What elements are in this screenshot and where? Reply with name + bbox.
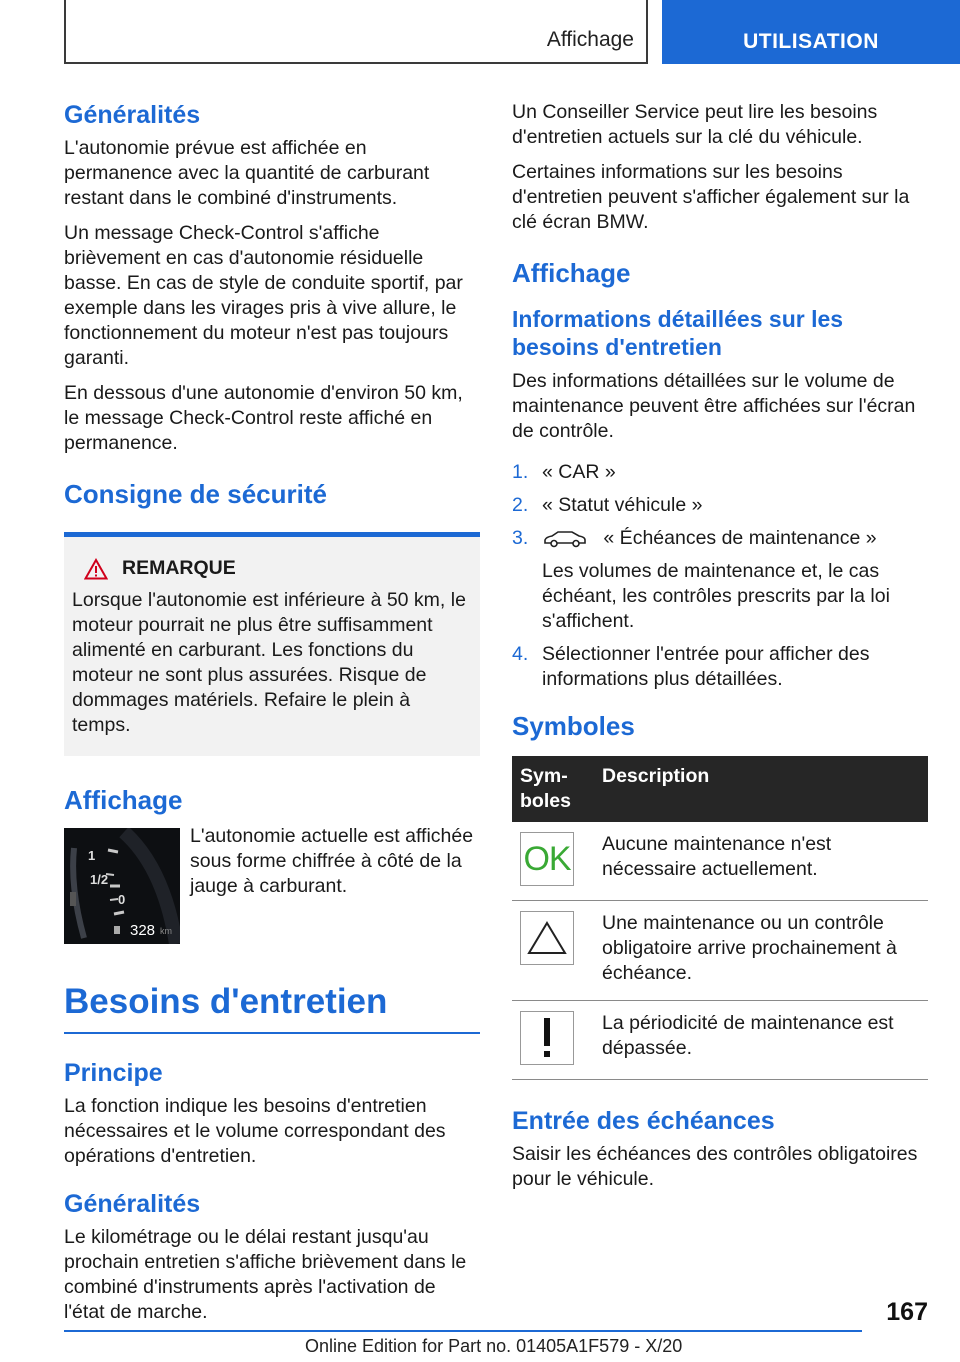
gauge-tick-1: 1	[88, 848, 96, 863]
warning-triangle-icon	[520, 911, 574, 965]
step-number: 4.	[512, 643, 529, 665]
heading-consigne: Consigne de sécurité	[64, 479, 327, 509]
paragraph: Certaines informations sur les besoins d'entretien peuvent s'afficher également sur la clé écran BMW.	[512, 161, 910, 233]
paragraph: Un message Check-Control s'affiche brièvement en cas d'autonomie résiduelle basse. En cas de style de conduite sportif, par exemple dans les virages pris à vive allure, le fonctionnement du moteur n'est pas toujours garanti.	[64, 222, 463, 369]
description-cell: Aucune maintenance n'est nécessaire actuellement.	[594, 822, 928, 901]
affichage-block	[64, 825, 480, 944]
description-cell: La périodicité de maintenance est dépassée.	[594, 1001, 928, 1080]
step-text: « Échéances de maintenance »	[603, 527, 877, 549]
step-number: 3.	[512, 527, 529, 549]
description-cell: Une maintenance ou un contrôle obligatoire arrive prochainement à échéance.	[594, 901, 928, 1001]
symbol-cell	[512, 901, 594, 1001]
heading-affichage-right: Affichage	[512, 258, 631, 288]
heading-besoins-entretien: Besoins d'entretien	[64, 980, 480, 1034]
symbol-cell	[512, 1001, 594, 1080]
list-item	[512, 460, 928, 485]
heading-generalites: Généralités	[64, 101, 201, 129]
step-number: 2.	[512, 494, 529, 516]
paragraph: Le kilométrage ou le délai restant jusqu'au prochain entretien s'affiche brièvement dans le combiné d'instruments après l'activation de l'état de marche.	[64, 1226, 467, 1323]
warning-text: Lorsque l'autonomie est inférieure à 50 km, le moteur pourrait ne plus être suffisamment alimenté en carburant. Les fonctions du moteur ne sont plus assurées. Risque de dommages matériels. Refaire le plein à temps.	[72, 589, 466, 736]
list-item	[512, 493, 928, 518]
section-title: Affichage	[546, 28, 634, 51]
footer-divider	[64, 1330, 862, 1332]
heading-symboles: Symboles	[512, 711, 635, 741]
paragraph: En dessous d'une autonomie d'environ 50 km, le message Check-Control reste affiché en permanence.	[64, 382, 463, 454]
step-text: « Statut véhicule »	[542, 494, 703, 516]
paragraph: Des informations détaillées sur le volume de maintenance peuvent être affichées sur l'écran de contrôle.	[512, 370, 916, 442]
ok-icon	[520, 832, 574, 886]
step-text: Sélectionner l'entrée pour afficher des informations plus détaillées.	[542, 643, 870, 690]
exclamation-icon	[520, 1011, 574, 1065]
page-number: 167	[886, 1298, 928, 1326]
left-column	[64, 100, 480, 1335]
list-item	[512, 642, 928, 692]
paragraph: L'autonomie prévue est affichée en permanence avec la quantité de carburant restant dans le combiné d'instruments.	[64, 137, 430, 209]
paragraph: Un Conseiller Service peut lire les besoins d'entretien actuels sur la clé du véhicule.	[512, 101, 878, 148]
step-number: 1.	[512, 461, 529, 483]
fuel-gauge-image	[64, 828, 180, 944]
warning-header	[72, 557, 470, 580]
gauge-tick-half: 1/2	[90, 872, 109, 887]
gauge-range-value: 328	[130, 922, 156, 939]
affichage-text: L'autonomie actuelle est affichée sous forme chiffrée à côté de la jauge à carburant.	[190, 825, 474, 897]
chapter-tab: UTILISATION	[662, 0, 960, 64]
list-item	[512, 526, 928, 634]
table-header-row	[512, 756, 928, 822]
car-icon	[542, 530, 588, 548]
heading-informations: Informations détaillées sur les besoins d'entretien	[512, 306, 844, 360]
paragraph: La fonction indique les besoins d'entretien nécessaires et le volume correspondant des opérations d'entretien.	[64, 1095, 446, 1167]
gauge-tick-0: 0	[118, 892, 126, 907]
table-row	[512, 822, 928, 901]
table-row	[512, 901, 928, 1001]
symbols-table	[512, 756, 928, 1080]
warning-title: REMARQUE	[122, 557, 236, 579]
heading-generalites-2: Généralités	[64, 1190, 201, 1218]
right-column	[512, 100, 928, 1202]
column-header: Sym-boles	[512, 756, 594, 822]
edition-text: Online Edition for Part no. 01405A1F579 - X/20	[305, 1336, 683, 1356]
paragraph: Saisir les échéances des contrôles obligatoires pour le véhicule.	[512, 1143, 918, 1190]
warning-box	[64, 532, 480, 756]
table-row	[512, 1001, 928, 1080]
column-header: Description	[594, 756, 928, 822]
header-box	[64, 0, 648, 64]
heading-affichage: Affichage	[64, 785, 183, 815]
warning-triangle-icon	[84, 558, 108, 580]
symbol-cell	[512, 822, 594, 901]
step-text: « CAR »	[542, 461, 616, 483]
steps-list	[512, 460, 928, 692]
heading-entree: Entrée des échéances	[512, 1107, 775, 1135]
ok-symbol-text: OK	[523, 840, 571, 878]
heading-principe: Principe	[64, 1059, 163, 1087]
step-subtext: Les volumes de maintenance et, le cas échéant, les contrôles prescrits par la loi s'affichent.	[542, 560, 890, 632]
gauge-range-unit: km	[160, 926, 172, 936]
